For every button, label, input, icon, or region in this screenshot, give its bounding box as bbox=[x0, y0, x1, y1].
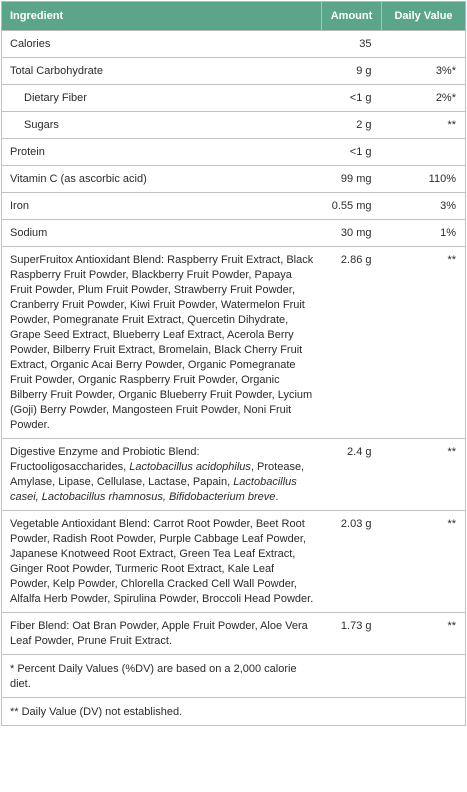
table-row-calories bbox=[2, 31, 466, 58]
ingredient-name: Sodium bbox=[10, 227, 48, 239]
ingredient-daily-value bbox=[382, 31, 466, 41]
table-row-superfruitox-blend bbox=[2, 247, 466, 439]
blend-description: Vegetable Antioxidant Blend: Carrot Root Powder, Beet Root Powder, Radish Root Powder, Purple Cabbage Leaf Powder, Japanese Knotweed Root Extract, Green Tea Leaf Extract, Ginger Root Powder, Turmeric Root Extract, Kale Leaf Powder, Kelp Powder, Chlorella Cracked Cell Wall Powder, Alfalfa Herb Powder, Spirulina Powder, Broccoli Head Powder. bbox=[10, 518, 314, 605]
footnote-row-percent bbox=[2, 655, 466, 698]
ingredient-amount: 99 mg bbox=[340, 173, 372, 185]
ingredient-amount: <1 g bbox=[349, 92, 372, 104]
ingredient-header: Ingredient bbox=[2, 2, 322, 31]
table-row-total-carbohydrate bbox=[2, 58, 466, 85]
blend-text: . bbox=[275, 491, 279, 503]
supplement-facts-table bbox=[1, 1, 466, 726]
blend-amount: 2.86 g bbox=[340, 254, 372, 266]
table-row-vegetable-blend bbox=[2, 511, 466, 613]
table-row-digestive-blend bbox=[2, 439, 466, 511]
table-row-iron bbox=[2, 193, 466, 220]
blend-daily-value: ** bbox=[447, 446, 456, 458]
ingredient-name: Sugars bbox=[24, 119, 59, 131]
ingredient-name: Dietary Fiber bbox=[24, 92, 87, 104]
blend-amount: 2.4 g bbox=[347, 446, 372, 458]
table-row-vitamin-c bbox=[2, 166, 466, 193]
blend-amount: 1.73 g bbox=[340, 620, 372, 632]
daily-value-header: Daily Value bbox=[382, 2, 466, 31]
blend-text: Digestive Enzyme and Probiotic Blend: Fructooligosaccharides, bbox=[10, 446, 200, 473]
ingredient-name: Calories bbox=[10, 38, 51, 50]
ingredient-amount: 9 g bbox=[356, 65, 372, 77]
table-row-dietary-fiber bbox=[2, 85, 466, 112]
blend-text: , Protease, Amylase, Lipase, Cellulase, Lactase, Papain, bbox=[10, 461, 305, 488]
footnote-not-established: ** Daily Value (DV) not established. bbox=[10, 706, 183, 718]
ingredient-name: Vitamin C (as ascorbic acid) bbox=[10, 173, 147, 185]
ingredient-daily-value: 1% bbox=[440, 227, 456, 239]
supplement-facts-panel bbox=[1, 1, 465, 726]
ingredient-daily-value: ** bbox=[447, 119, 456, 131]
blend-text-italic: Lactobacillus casei, Lactobacillus rhamnosus, Bifidobacterium breve bbox=[10, 476, 297, 503]
table-header-row bbox=[2, 2, 466, 31]
blend-amount: 2.03 g bbox=[340, 518, 372, 530]
blend-daily-value: ** bbox=[447, 518, 456, 530]
ingredient-name: Protein bbox=[10, 146, 45, 158]
table-row-sodium bbox=[2, 220, 466, 247]
blend-description: SuperFruitox Antioxidant Blend: Raspberry Fruit Extract, Black Raspberry Fruit Powder, Blackberry Fruit Powder, Papaya Fruit Powder, Plum Fruit Powder, Strawberry Fruit Powder, Cranberry Fruit Powder, Kiwi Fruit Powder, Watermelon Fruit Powder, Pomegranate Fruit Extract, Quercetin Dihydrate, Grape Seed Extract, Blueberry Leaf Extract, Acerola Berry Powder, Bilberry Fruit Extract, Bromelain, Black Cherry Fruit Extract, Organic Acai Berry Powder, Organic Pomegranate Fruit Powder, Organic Raspberry Fruit Powder, Organic Bilberry Fruit Powder, Organic Blueberry Fruit Powder, Lycium (Goji) Berry Powder, Mangosteen Fruit Powder, Noni Fruit Powder. bbox=[10, 254, 314, 431]
ingredient-daily-value: 110% bbox=[428, 173, 456, 185]
amount-header: Amount bbox=[322, 2, 382, 31]
blend-description: Fiber Blend: Oat Bran Powder, Apple Fruit Powder, Aloe Vera Leaf Powder, Prune Fruit Extract. bbox=[10, 620, 308, 647]
ingredient-daily-value: 3%* bbox=[435, 65, 456, 77]
table-row-protein bbox=[2, 139, 466, 166]
ingredient-amount: 30 mg bbox=[340, 227, 372, 239]
blend-daily-value: ** bbox=[447, 620, 456, 632]
blend-daily-value: ** bbox=[447, 254, 456, 266]
ingredient-daily-value bbox=[382, 139, 466, 149]
blend-description bbox=[2, 439, 322, 510]
table-row-fiber-blend bbox=[2, 613, 466, 655]
ingredient-daily-value: 3% bbox=[440, 200, 456, 212]
footnote-percent: * Percent Daily Values (%DV) are based on a 2,000 calorie diet. bbox=[10, 663, 297, 690]
ingredient-amount: 35 bbox=[359, 38, 372, 50]
footnote-row-not-established bbox=[2, 698, 466, 726]
ingredient-amount: 0.55 mg bbox=[331, 200, 372, 212]
ingredient-name: Iron bbox=[10, 200, 29, 212]
table-row-sugars bbox=[2, 112, 466, 139]
ingredient-name: Total Carbohydrate bbox=[10, 65, 103, 77]
ingredient-amount: <1 g bbox=[349, 146, 372, 158]
blend-text-italic: Lactobacillus acidophilus bbox=[129, 461, 251, 473]
ingredient-amount: 2 g bbox=[356, 119, 372, 131]
ingredient-daily-value: 2%* bbox=[435, 92, 456, 104]
